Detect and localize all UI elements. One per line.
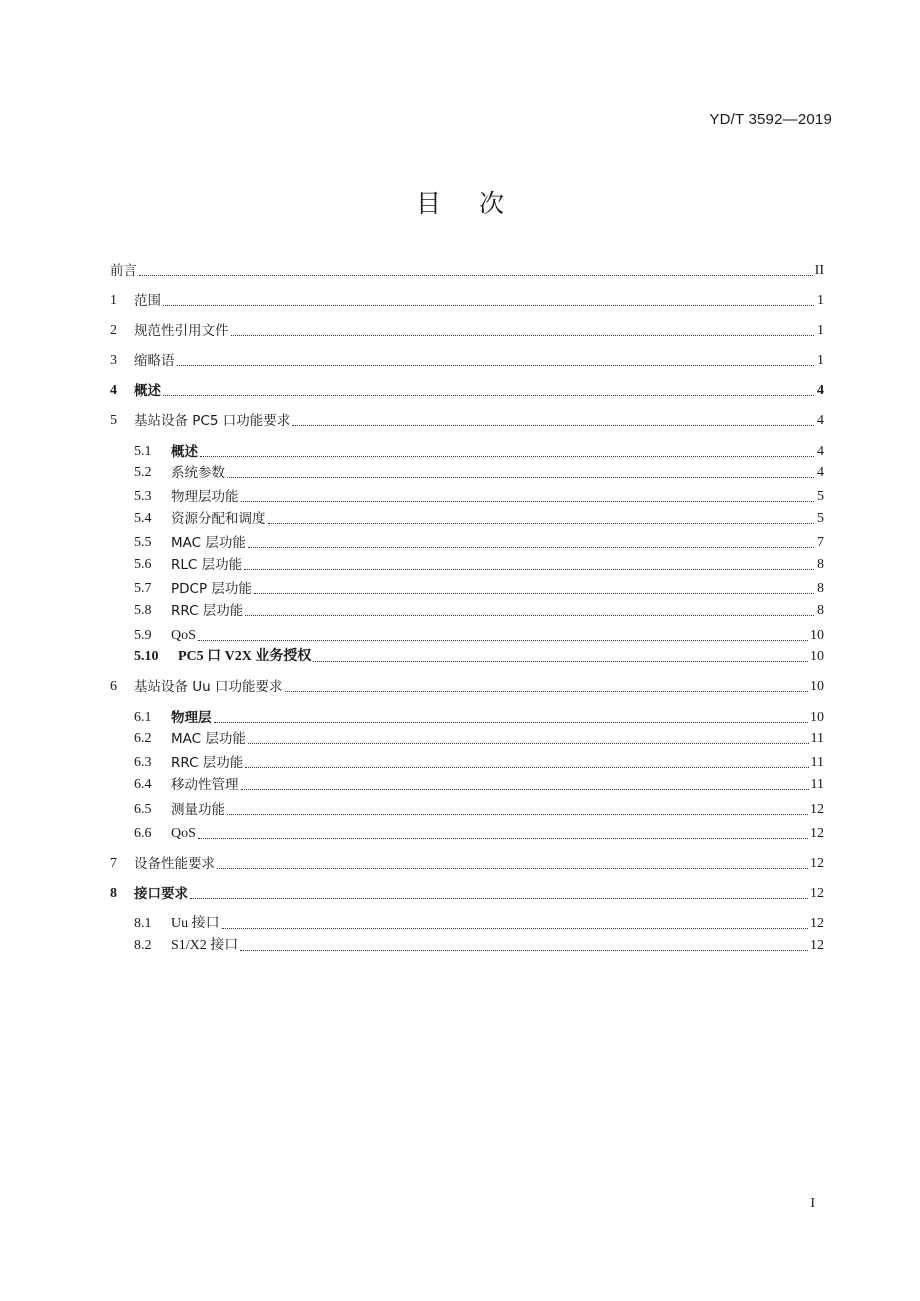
toc-entry-5-8[interactable] bbox=[134, 596, 824, 620]
toc-leader bbox=[292, 425, 814, 426]
toc-number: 4 bbox=[110, 383, 117, 398]
toc-label: RRC 层功能 bbox=[171, 755, 244, 771]
toc-page: 10 bbox=[810, 649, 824, 664]
toc-label: 缩略语 bbox=[134, 353, 175, 369]
toc-leader bbox=[200, 456, 814, 457]
toc-leader bbox=[163, 395, 814, 396]
toc-page: 5 bbox=[817, 511, 824, 526]
toc-leader bbox=[198, 838, 808, 839]
toc-leader bbox=[285, 691, 808, 692]
toc-label: 物理层 bbox=[171, 710, 212, 726]
toc-number: 6.2 bbox=[134, 731, 152, 746]
toc-number: 6.6 bbox=[134, 826, 152, 841]
toc-leader bbox=[190, 898, 808, 899]
toc-entry-5-6[interactable] bbox=[134, 550, 824, 574]
toc-page: 11 bbox=[810, 755, 824, 770]
toc-number: 5.10 bbox=[134, 649, 159, 664]
toc-number: 5.4 bbox=[134, 511, 152, 526]
toc-number: 6 bbox=[110, 679, 117, 694]
toc-page: 4 bbox=[817, 444, 824, 459]
toc-leader bbox=[268, 523, 815, 524]
toc-page: 12 bbox=[810, 886, 824, 901]
toc-leader bbox=[244, 569, 814, 570]
toc-leader bbox=[241, 789, 809, 790]
toc-leader bbox=[240, 950, 808, 951]
toc-entry-5-5[interactable] bbox=[134, 528, 824, 552]
toc-label: 物理层功能 bbox=[171, 489, 239, 505]
toc-label: 概述 bbox=[171, 444, 198, 460]
toc-number: 5 bbox=[110, 413, 117, 428]
toc-page: 10 bbox=[810, 628, 824, 643]
toc-leader bbox=[227, 477, 814, 478]
toc-number: 8.1 bbox=[134, 916, 152, 931]
toc-leader bbox=[227, 814, 808, 815]
toc-number: 5.2 bbox=[134, 465, 152, 480]
toc-label: MAC 层功能 bbox=[171, 731, 246, 747]
toc-label: 前言 bbox=[110, 263, 137, 279]
toc-number: 5.9 bbox=[134, 628, 152, 643]
toc-page: 4 bbox=[817, 413, 824, 428]
toc-label: PDCP 层功能 bbox=[171, 581, 252, 597]
toc-leader bbox=[248, 547, 814, 548]
toc-entry-6-3[interactable] bbox=[134, 748, 824, 772]
toc-entry-6-2[interactable] bbox=[134, 724, 824, 748]
toc-number: 8 bbox=[110, 886, 117, 901]
toc-number: 6.4 bbox=[134, 777, 152, 792]
toc-page: 11 bbox=[810, 777, 824, 792]
toc-page: 10 bbox=[810, 679, 824, 694]
toc-number: 7 bbox=[110, 856, 117, 871]
toc-label: 资源分配和调度 bbox=[171, 511, 266, 527]
toc-entry-8-1[interactable] bbox=[134, 909, 824, 933]
toc-label: QoS bbox=[171, 826, 196, 841]
toc-number: 8.2 bbox=[134, 938, 152, 953]
toc-page: 7 bbox=[817, 535, 824, 550]
toc-label: RRC 层功能 bbox=[171, 603, 244, 619]
toc-entry-6-6[interactable] bbox=[134, 819, 824, 843]
toc-number: 6.5 bbox=[134, 802, 152, 817]
toc-entry-3[interactable] bbox=[110, 346, 824, 370]
toc-label: 系统参数 bbox=[171, 465, 225, 481]
toc-leader bbox=[254, 593, 814, 594]
toc-page: 12 bbox=[810, 802, 824, 817]
toc-leader bbox=[139, 275, 813, 276]
toc-entry-1[interactable] bbox=[110, 286, 824, 310]
toc-label: S1/X2 接口 bbox=[171, 938, 239, 953]
toc-label: 基站设备 Uu 口功能要求 bbox=[134, 679, 283, 695]
toc-number: 5.5 bbox=[134, 535, 152, 550]
toc-page: 5 bbox=[817, 489, 824, 504]
toc-entry-5-3[interactable] bbox=[134, 482, 824, 506]
toc-entry-8-2[interactable] bbox=[134, 931, 824, 955]
toc-label: 规范性引用文件 bbox=[134, 323, 229, 339]
toc-entry-7[interactable] bbox=[110, 849, 824, 873]
toc-page: II bbox=[814, 263, 824, 278]
toc-label: 测量功能 bbox=[171, 802, 225, 818]
toc-label: 范围 bbox=[134, 293, 161, 309]
toc-label: RLC 层功能 bbox=[171, 557, 243, 573]
toc-page: 4 bbox=[817, 383, 824, 398]
toc-leader bbox=[217, 868, 808, 869]
toc-number: 5.8 bbox=[134, 603, 152, 618]
toc-entry-5-4[interactable] bbox=[134, 504, 824, 528]
toc-leader bbox=[198, 640, 808, 641]
toc-entry-4[interactable] bbox=[110, 376, 824, 400]
toc-leader bbox=[248, 743, 809, 744]
toc-page: 1 bbox=[817, 293, 824, 308]
toc-page: 12 bbox=[810, 938, 824, 953]
toc-number: 1 bbox=[110, 293, 117, 308]
page-number: I bbox=[810, 1196, 815, 1211]
toc-entry-8[interactable] bbox=[110, 879, 824, 903]
toc-label: 设备性能要求 bbox=[134, 856, 215, 872]
toc-leader bbox=[222, 928, 808, 929]
toc-entry-2[interactable] bbox=[110, 316, 824, 340]
toc-leader bbox=[231, 335, 815, 336]
toc-leader bbox=[245, 615, 814, 616]
toc-leader bbox=[177, 365, 815, 366]
toc-label: 移动性管理 bbox=[171, 777, 239, 793]
toc-number: 2 bbox=[110, 323, 117, 338]
toc-label: 基站设备 PC5 口功能要求 bbox=[134, 413, 291, 429]
toc-entry-6-5[interactable] bbox=[134, 795, 824, 819]
toc-entry-6-4[interactable] bbox=[134, 770, 824, 794]
toc-page: 10 bbox=[810, 710, 824, 725]
toc-number: 3 bbox=[110, 353, 117, 368]
toc-page: 4 bbox=[817, 465, 824, 480]
toc-entry-5[interactable] bbox=[110, 406, 824, 430]
toc-page: 8 bbox=[817, 557, 824, 572]
toc-leader bbox=[214, 722, 809, 723]
toc-page: 12 bbox=[810, 826, 824, 841]
toc-page: 1 bbox=[817, 353, 824, 368]
toc-label: PC5 口 V2X 业务授权 bbox=[178, 649, 312, 664]
toc-entry-6[interactable] bbox=[110, 672, 824, 696]
toc-number: 6.1 bbox=[134, 710, 152, 725]
toc-page: 1 bbox=[817, 323, 824, 338]
toc-page: 8 bbox=[817, 603, 824, 618]
page-title: 目次 bbox=[415, 189, 542, 218]
toc-entry-5-2[interactable] bbox=[134, 458, 824, 482]
toc-entry-5-7[interactable] bbox=[134, 574, 824, 598]
toc-number: 6.3 bbox=[134, 755, 152, 770]
toc-label: 接口要求 bbox=[134, 886, 188, 902]
toc-number: 5.6 bbox=[134, 557, 152, 572]
toc-leader bbox=[241, 501, 815, 502]
toc-page: 11 bbox=[810, 731, 824, 746]
toc-entry-5-10[interactable] bbox=[134, 642, 824, 666]
toc-number: 5.7 bbox=[134, 581, 152, 596]
toc-page: 12 bbox=[810, 856, 824, 871]
toc-label: 概述 bbox=[134, 383, 161, 399]
toc-label: QoS bbox=[171, 628, 196, 643]
toc-number: 5.3 bbox=[134, 489, 152, 504]
toc-label: MAC 层功能 bbox=[171, 535, 246, 551]
toc-label: Uu 接口 bbox=[171, 916, 220, 931]
toc-leader bbox=[245, 767, 808, 768]
document-code: YD/T 3592—2019 bbox=[709, 111, 832, 128]
toc-leader bbox=[313, 661, 808, 662]
toc-entry-foreword[interactable] bbox=[110, 256, 824, 280]
toc-page: 8 bbox=[817, 581, 824, 596]
toc-number: 5.1 bbox=[134, 444, 152, 459]
toc-page: 12 bbox=[810, 916, 824, 931]
toc-leader bbox=[163, 305, 814, 306]
